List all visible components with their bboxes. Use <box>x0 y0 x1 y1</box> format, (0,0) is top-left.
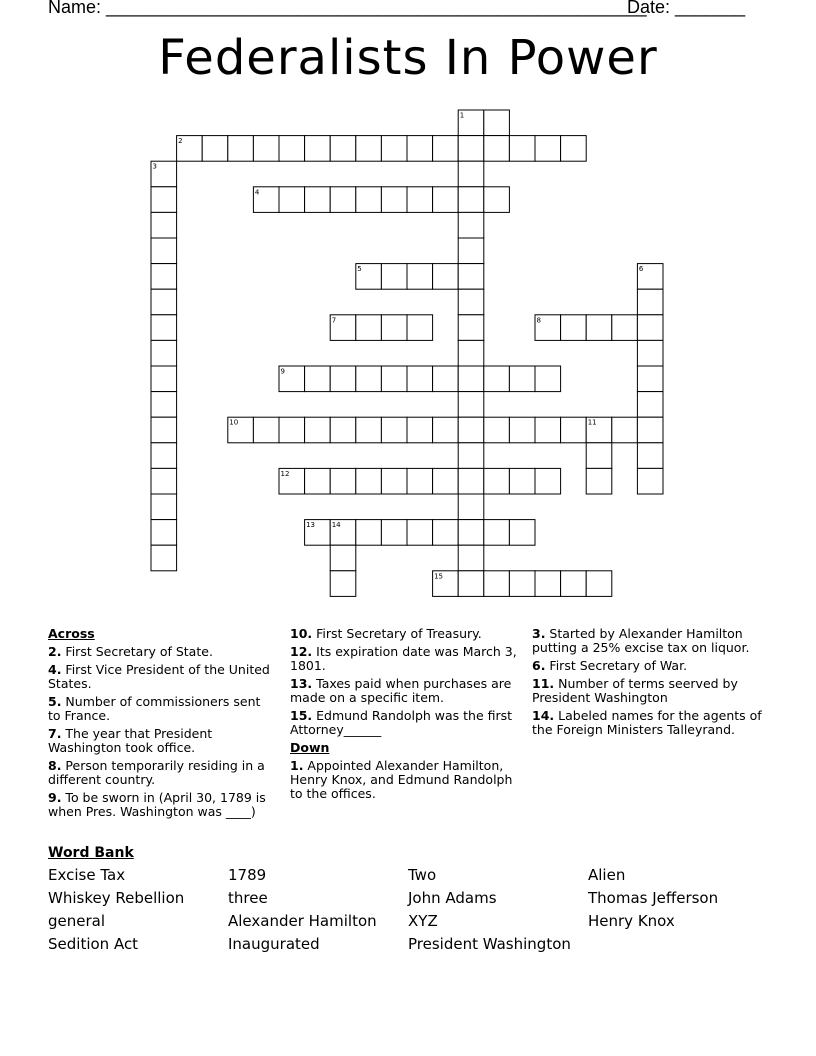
clue-text: First Secretary of War. <box>545 658 688 673</box>
grid-cell[interactable] <box>253 417 279 443</box>
grid-cell[interactable] <box>509 468 535 494</box>
clue-number: 7. <box>48 726 62 741</box>
clue-number: 6 <box>638 265 644 274</box>
clue-number: 1 <box>459 111 465 120</box>
clue-text: First Vice President of the United States. <box>48 662 270 691</box>
clue <box>48 791 273 819</box>
grid-cell[interactable] <box>484 136 510 162</box>
grid-cell[interactable] <box>458 545 484 571</box>
clue-number: 4. <box>48 662 62 677</box>
grid-cell[interactable] <box>407 264 433 290</box>
clue-number: 15. <box>290 708 313 723</box>
clue <box>48 727 273 755</box>
clue <box>532 709 772 737</box>
grid-cell[interactable] <box>330 545 356 571</box>
clue-number: 13. <box>290 676 313 691</box>
grid-cell[interactable] <box>586 315 612 341</box>
grid-cell[interactable] <box>279 136 305 162</box>
clue <box>290 627 520 641</box>
grid-cell[interactable] <box>458 136 484 162</box>
grid-cell[interactable] <box>535 366 561 392</box>
down-clue-list-continued <box>532 627 772 737</box>
grid-cell[interactable] <box>381 520 407 546</box>
grid-cell[interactable] <box>330 468 356 494</box>
clue-number: 12 <box>280 469 290 478</box>
grid-cell[interactable] <box>484 366 510 392</box>
grid-cell[interactable] <box>305 136 331 162</box>
grid-cell[interactable] <box>151 392 177 418</box>
grid-cell[interactable] <box>407 315 433 341</box>
grid-cell[interactable] <box>356 366 382 392</box>
grid-cell[interactable] <box>151 289 177 315</box>
grid-cell[interactable] <box>330 571 356 597</box>
clue-number: 9. <box>48 790 62 805</box>
grid-cell[interactable] <box>484 187 510 213</box>
grid-cell[interactable] <box>458 571 484 597</box>
across-clue-list <box>48 645 273 819</box>
grid-cell[interactable] <box>381 417 407 443</box>
grid-cell[interactable] <box>330 366 356 392</box>
grid-cell[interactable] <box>535 417 561 443</box>
grid-cell[interactable] <box>433 187 459 213</box>
grid-cell[interactable] <box>151 340 177 366</box>
word-bank-item: Two <box>408 866 437 884</box>
clue-text: Edmund Randolph was the first Attorney______ <box>290 708 513 737</box>
grid-cell[interactable] <box>151 264 177 290</box>
clue-number: 3 <box>152 162 157 171</box>
grid-cell[interactable] <box>458 264 484 290</box>
grid-cell[interactable] <box>509 520 535 546</box>
grid-cell[interactable] <box>407 468 433 494</box>
grid-cell[interactable] <box>561 136 587 162</box>
word-bank-item: 1789 <box>228 866 267 884</box>
grid-cell[interactable] <box>381 187 407 213</box>
grid-cell[interactable] <box>612 315 638 341</box>
grid-cell[interactable] <box>509 571 535 597</box>
grid-cell[interactable] <box>509 366 535 392</box>
grid-cell[interactable] <box>484 571 510 597</box>
clue <box>532 627 772 655</box>
grid-cell[interactable] <box>458 238 484 264</box>
grid-cell[interactable] <box>561 315 587 341</box>
grid-cell[interactable] <box>433 136 459 162</box>
grid-cell[interactable] <box>330 187 356 213</box>
name-field[interactable]: Name: ______________________________________________________ <box>48 0 647 17</box>
grid-cell[interactable] <box>535 468 561 494</box>
grid-cell[interactable] <box>458 468 484 494</box>
clue <box>290 709 520 737</box>
clue <box>48 663 273 691</box>
grid-cell[interactable] <box>637 443 663 469</box>
grid-cell[interactable] <box>637 392 663 418</box>
word-bank-item: Excise Tax <box>48 866 126 884</box>
grid-cell[interactable] <box>433 264 459 290</box>
clue-number: 14. <box>532 708 555 723</box>
grid-cell[interactable] <box>381 315 407 341</box>
grid-cell[interactable] <box>509 417 535 443</box>
grid-cell[interactable] <box>561 417 587 443</box>
grid-cell[interactable] <box>253 136 279 162</box>
grid-cell[interactable] <box>407 136 433 162</box>
grid-cell[interactable] <box>407 417 433 443</box>
grid-cell[interactable] <box>586 571 612 597</box>
grid-cell[interactable] <box>356 520 382 546</box>
grid-cell[interactable] <box>484 468 510 494</box>
clue-number: 2. <box>48 644 62 659</box>
grid-cell[interactable] <box>561 571 587 597</box>
grid-cell[interactable] <box>458 340 484 366</box>
grid-cell[interactable] <box>637 340 663 366</box>
clue-number: 5 <box>357 265 362 274</box>
grid-cell[interactable] <box>381 264 407 290</box>
grid-cell[interactable] <box>151 366 177 392</box>
across-heading: Across <box>48 626 95 641</box>
grid-cell[interactable] <box>330 136 356 162</box>
grid-cell[interactable] <box>637 417 663 443</box>
grid-cell[interactable] <box>151 417 177 443</box>
clue-number: 11 <box>587 418 597 427</box>
clue-number: 8. <box>48 758 62 773</box>
grid-cell[interactable] <box>458 366 484 392</box>
grid-cell[interactable] <box>407 520 433 546</box>
grid-cell[interactable] <box>433 468 459 494</box>
grid-cell[interactable] <box>458 392 484 418</box>
clue-number: 5. <box>48 694 62 709</box>
grid-cell[interactable] <box>433 366 459 392</box>
clue-number: 6. <box>532 658 546 673</box>
grid-cell[interactable] <box>535 571 561 597</box>
grid-cell[interactable] <box>458 289 484 315</box>
down-clue-list <box>290 759 520 801</box>
grid-cell[interactable] <box>151 315 177 341</box>
grid-cell[interactable] <box>509 136 535 162</box>
clue-number: 13 <box>306 521 316 530</box>
grid-cell[interactable] <box>433 417 459 443</box>
grid-cell[interactable] <box>637 289 663 315</box>
clues-column-3 <box>532 627 772 741</box>
grid-cell[interactable] <box>151 443 177 469</box>
clue-number: 12. <box>290 644 313 659</box>
clue-number: 3. <box>532 626 546 641</box>
grid-cell[interactable] <box>458 212 484 238</box>
word-bank-item: Alien <box>588 866 626 884</box>
grid-cell[interactable] <box>279 187 305 213</box>
clue <box>48 645 273 659</box>
clue-number: 8 <box>536 316 541 325</box>
grid-cell[interactable] <box>356 315 382 341</box>
clue-text: Taxes paid when purchases are made on a specific item. <box>290 676 512 705</box>
grid-cell[interactable] <box>381 366 407 392</box>
date-field[interactable]: Date: _______ <box>627 0 746 17</box>
word-bank-item: XYZ <box>408 912 438 930</box>
word-bank-item: three <box>228 889 268 907</box>
word-bank-item: John Adams <box>408 889 497 907</box>
grid-cell[interactable] <box>637 468 663 494</box>
grid-cell[interactable] <box>637 366 663 392</box>
clue-number: 4 <box>254 188 260 197</box>
grid-cell[interactable] <box>484 417 510 443</box>
clue-text: First Secretary of State. <box>61 644 213 659</box>
clue-text: Its expiration date was March 3, 1801. <box>290 644 517 673</box>
across-clue-list-continued <box>290 627 520 737</box>
grid-cell[interactable] <box>151 468 177 494</box>
clue-number: 15 <box>434 572 444 581</box>
grid-cell[interactable] <box>330 417 356 443</box>
grid-cell[interactable] <box>202 136 228 162</box>
grid-cell[interactable] <box>151 494 177 520</box>
grid-cell[interactable] <box>381 468 407 494</box>
grid-cell[interactable] <box>356 136 382 162</box>
grid-cell[interactable] <box>458 520 484 546</box>
grid-cell[interactable] <box>586 468 612 494</box>
clue-number: 7 <box>331 316 337 325</box>
grid-cell[interactable] <box>151 187 177 213</box>
word-bank-item: Thomas Jefferson <box>588 889 719 907</box>
word-bank-item: Inaugurated <box>228 935 320 953</box>
word-bank-item <box>588 935 768 955</box>
grid-cell[interactable] <box>484 110 510 136</box>
grid-cell[interactable] <box>612 417 638 443</box>
word-bank-item: Henry Knox <box>588 912 675 930</box>
clue-text: Number of terms seerved by President Washington <box>532 676 738 705</box>
clue-number: 10 <box>229 418 239 427</box>
word-bank-item: Alexander Hamilton <box>228 912 377 930</box>
grid-cell[interactable] <box>305 468 331 494</box>
grid-cell[interactable] <box>458 315 484 341</box>
grid-cell[interactable] <box>458 161 484 187</box>
grid-cell[interactable] <box>356 187 382 213</box>
clue-number: 2 <box>178 137 183 146</box>
clue-number: 1. <box>290 758 304 773</box>
clue-number: 14 <box>331 521 341 530</box>
grid-cell[interactable] <box>356 468 382 494</box>
word-bank-item: Sedition Act <box>48 935 139 953</box>
page-title: Federalists In Power <box>158 30 658 86</box>
clue-text: Labeled names for the agents of the Foreign Ministers Talleyrand. <box>532 708 762 737</box>
grid-cell[interactable] <box>356 417 382 443</box>
grid-cell[interactable] <box>458 443 484 469</box>
grid-cell[interactable] <box>305 366 331 392</box>
grid-cell[interactable] <box>407 187 433 213</box>
grid-cell[interactable] <box>305 187 331 213</box>
clue-text: The year that President Washington took office. <box>48 726 213 755</box>
grid-cell[interactable] <box>586 443 612 469</box>
clue-number: 9 <box>280 367 285 376</box>
clue <box>290 677 520 705</box>
grid-cell[interactable] <box>228 136 254 162</box>
grid-cell[interactable] <box>151 520 177 546</box>
grid-cell[interactable] <box>279 417 305 443</box>
clue <box>290 645 520 673</box>
grid-cell[interactable] <box>484 520 510 546</box>
clue-text: Appointed Alexander Hamilton, Henry Knox, and Edmund Randolph to the offices. <box>290 758 513 801</box>
clues-column-2 <box>290 627 520 805</box>
grid-cell[interactable] <box>433 520 459 546</box>
grid-cell[interactable] <box>458 417 484 443</box>
word-bank-item: President Washington <box>408 935 571 953</box>
clue <box>290 759 520 801</box>
grid-cell[interactable] <box>535 136 561 162</box>
grid-cell[interactable] <box>305 417 331 443</box>
clue-text: Number of commissioners sent to France. <box>48 694 261 723</box>
clues-column-1 <box>48 627 273 823</box>
word-bank <box>48 866 788 955</box>
clue-text: Started by Alexander Hamilton putting a 25% excise tax on liquor. <box>532 626 750 655</box>
grid-cell[interactable] <box>151 545 177 571</box>
grid-cell[interactable] <box>151 212 177 238</box>
word-bank-item: Whiskey Rebellion <box>48 889 185 907</box>
clue-number: 11. <box>532 676 555 691</box>
grid-cell[interactable] <box>458 494 484 520</box>
clue-text: First Secretary of Treasury. <box>312 626 482 641</box>
clue-text: Person temporarily residing in a different country. <box>48 758 265 787</box>
grid-cell[interactable] <box>407 366 433 392</box>
clue-number: 10. <box>290 626 313 641</box>
grid-cell[interactable] <box>381 136 407 162</box>
word-bank-title: Word Bank <box>48 845 134 861</box>
grid-cell[interactable] <box>458 187 484 213</box>
clue <box>48 759 273 787</box>
grid-cell[interactable] <box>637 315 663 341</box>
grid-cell[interactable] <box>151 238 177 264</box>
clue-text: To be sworn in (April 30, 1789 is when Pres. Washington was ____) <box>48 790 266 819</box>
clue <box>532 677 772 705</box>
down-heading: Down <box>290 740 330 755</box>
word-bank-item: general <box>48 912 106 930</box>
clue <box>532 659 772 673</box>
clue <box>48 695 273 723</box>
